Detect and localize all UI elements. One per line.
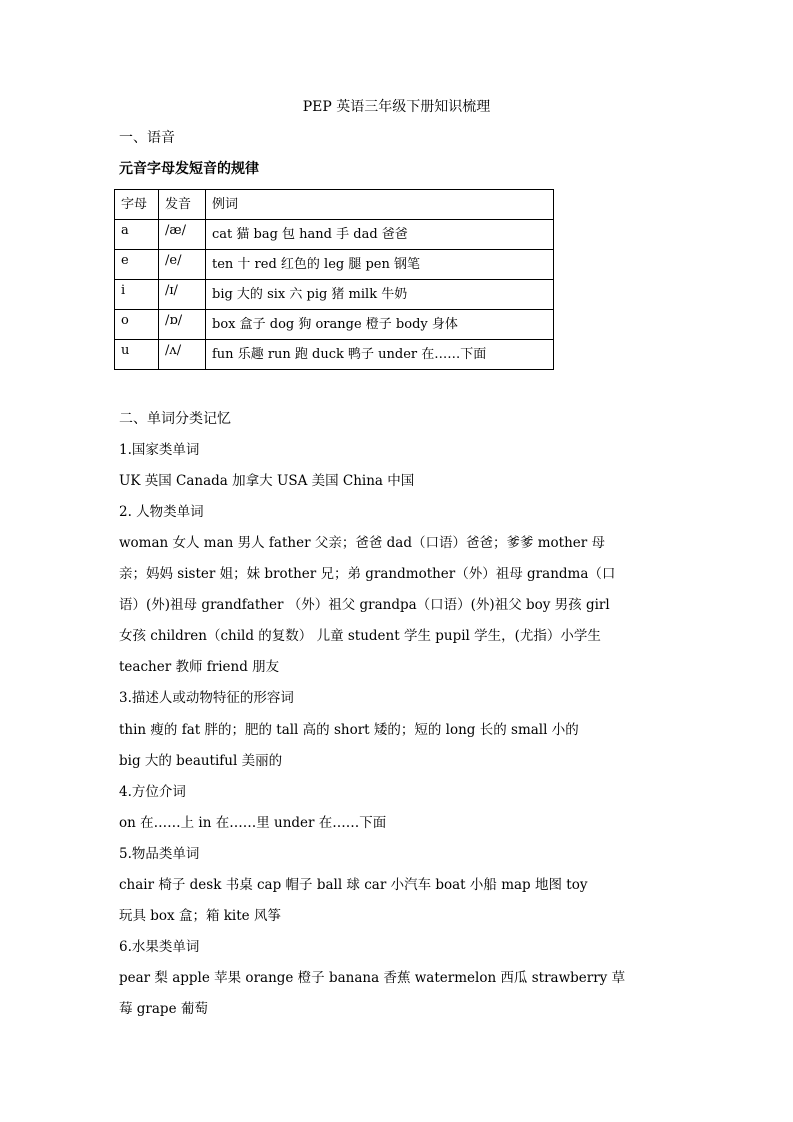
table-header-sound: 发音 — [159, 190, 206, 220]
text-line: pear 梨 apple 苹果 orange 橙子 banana 香蕉 watermelon 西瓜 strawberry 草 — [119, 970, 626, 986]
table-header-examples: 例词 — [206, 190, 554, 220]
category-heading-fruits: 6.水果类单词 — [119, 939, 200, 955]
page-title: PEP 英语三年级下册知识梳理 — [302, 99, 491, 115]
category-heading-adjectives: 3.描述人或动物特征的形容词 — [119, 690, 294, 706]
text-line: UK 英国 Canada 加拿大 USA 美国 China 中国 — [119, 473, 415, 489]
table-cell-letter: i — [115, 280, 159, 310]
category-heading-objects: 5.物品类单词 — [119, 846, 200, 862]
table-row — [115, 250, 554, 280]
table-header-letter: 字母 — [115, 190, 159, 220]
table-cell-letter: o — [115, 310, 159, 340]
text-line: on 在……上 in 在……里 under 在……下面 — [119, 815, 387, 831]
category-heading-countries: 1.国家类单词 — [119, 442, 200, 458]
text-line: 亲；妈妈 sister 姐；妹 brother 兄；弟 grandmother（外）祖母 grandma（口 — [119, 566, 616, 582]
table-header-row — [115, 190, 554, 220]
text-line: 语）(外)祖母 grandfather （外）祖父 grandpa（口语）(外)祖父 boy 男孩 girl — [119, 597, 610, 613]
section-heading-vocabulary: 二、单词分类记忆 — [119, 411, 231, 427]
text-line: big 大的 beautiful 美丽的 — [119, 753, 283, 769]
table-cell-sound: /e/ — [159, 250, 206, 280]
text-line: 女孩 children（child 的复数） 儿童 student 学生 pupil 学生，(尤指）小学生 — [119, 628, 601, 644]
table-row — [115, 310, 554, 340]
table-row — [115, 340, 554, 370]
text-line: thin 瘦的 fat 胖的；肥的 tall 高的 short 矮的；短的 long 长的 small 小的 — [119, 722, 579, 738]
vowel-table — [114, 189, 554, 370]
table-cell-letter: a — [115, 220, 159, 250]
table-cell-sound: /æ/ — [159, 220, 206, 250]
table-cell-letter: e — [115, 250, 159, 280]
table-cell-examples: ten 十 red 红色的 leg 腿 pen 钢笔 — [206, 250, 554, 280]
table-cell-examples: box 盒子 dog 狗 orange 橙子 body 身体 — [206, 310, 554, 340]
table-cell-sound: /ɒ/ — [159, 310, 206, 340]
table-cell-examples: fun 乐趣 run 跑 duck 鸭子 under 在……下面 — [206, 340, 554, 370]
text-line: 玩具 box 盒；箱 kite 风筝 — [119, 908, 281, 924]
text-line: 莓 grape 葡萄 — [119, 1001, 208, 1017]
table-row — [115, 220, 554, 250]
table-cell-sound: /ʌ/ — [159, 340, 206, 370]
table-cell-examples: cat 猫 bag 包 hand 手 dad 爸爸 — [206, 220, 554, 250]
section-heading-phonics: 一、语音 — [119, 130, 175, 146]
table-cell-letter: u — [115, 340, 159, 370]
text-line: teacher 教师 friend 朋友 — [119, 659, 280, 675]
text-line: chair 椅子 desk 书桌 cap 帽子 ball 球 car 小汽车 boat 小船 map 地图 toy — [119, 877, 588, 893]
table-cell-examples: big 大的 six 六 pig 猪 milk 牛奶 — [206, 280, 554, 310]
table-row — [115, 280, 554, 310]
category-heading-people: 2. 人物类单词 — [119, 504, 204, 520]
table-cell-sound: /ɪ/ — [159, 280, 206, 310]
text-line: woman 女人 man 男人 father 父亲；爸爸 dad（口语）爸爸；爹爹 mother 母 — [119, 535, 606, 551]
subheading-short-vowels: 元音字母发短音的规律 — [119, 161, 259, 177]
category-heading-prepositions: 4.方位介词 — [119, 784, 186, 800]
